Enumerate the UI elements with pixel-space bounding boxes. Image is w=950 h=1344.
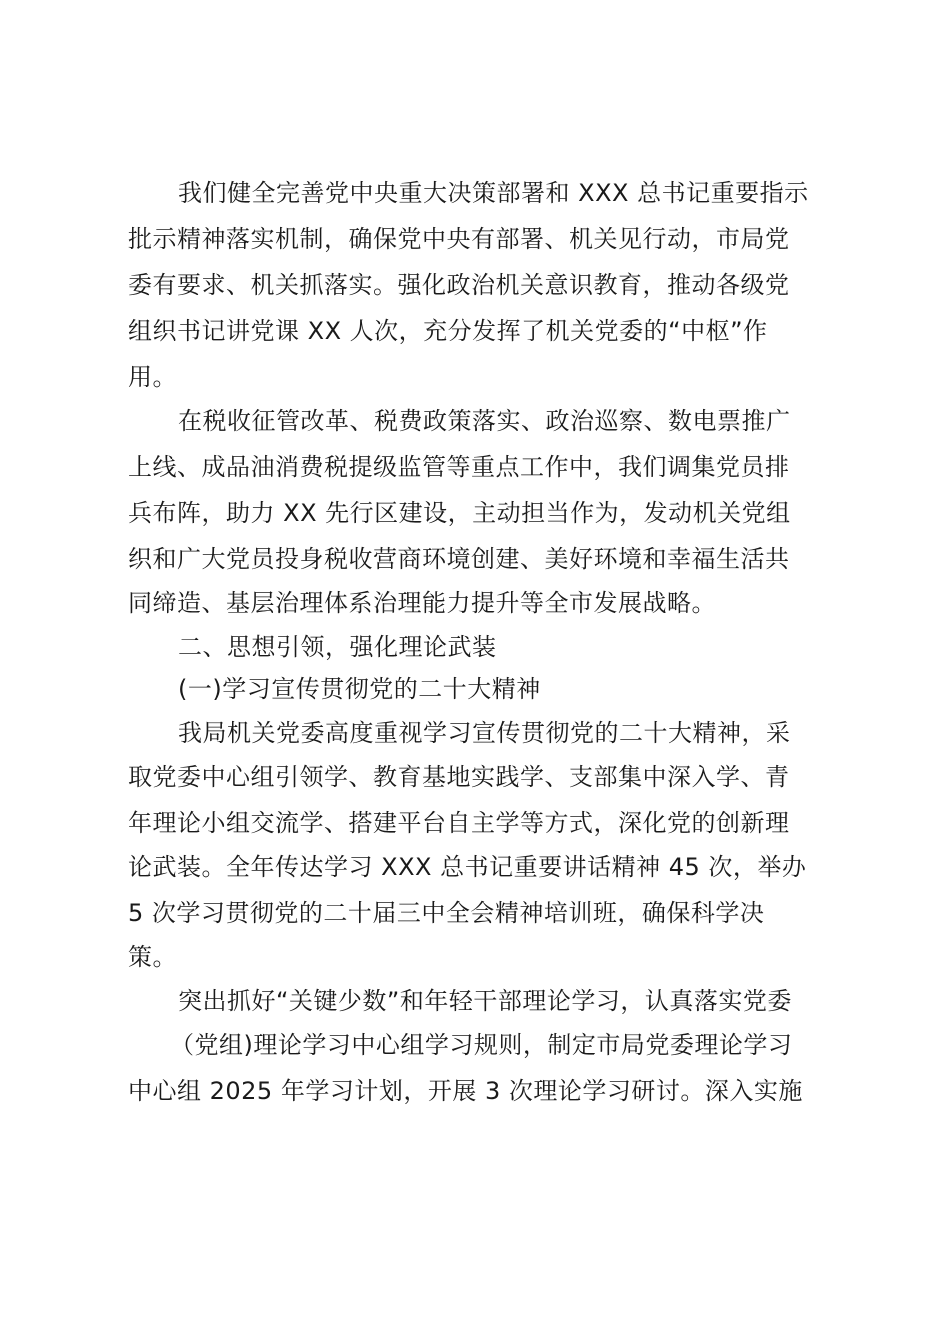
paragraph-3-line-1: 我局机关党委高度重视学习宣传贯彻党的二十大精神，采 [178, 719, 791, 747]
paragraph-4-line-1: 突出抓好“关键少数”和年轻干部理论学习，认真落实党委 [178, 987, 792, 1015]
paragraph-1-line-4: 组织书记讲党课 XX 人次，充分发挥了机关党委的“中枢”作 [128, 317, 768, 345]
paragraph-3-line-3: 年理论小组交流学、搭建平台自主学等方式，深化党的创新理 [128, 809, 790, 837]
subsection-heading: (一)学习宣传贯彻党的二十大精神 [178, 675, 541, 703]
paragraph-2-line-5: 同缔造、基层治理体系治理能力提升等全市发展战略。 [128, 589, 716, 617]
paragraph-3-line-2: 取党委中心组引领学、教育基地实践学、支部集中深入学、青 [128, 763, 790, 791]
section-heading: 二、思想引领，强化理论武装 [178, 633, 497, 661]
paragraph-2-line-1: 在税收征管改革、税费政策落实、政治巡察、数电票推广 [178, 407, 791, 435]
paragraph-3-line-6: 策。 [128, 943, 177, 971]
paragraph-1-line-1: 我们健全完善党中央重大决策部署和 XXX 总书记重要指示 [178, 179, 809, 207]
paragraph-2-line-4: 织和广大党员投身税收营商环境创建、美好环境和幸福生活共 [128, 545, 790, 573]
paragraph-1-line-2: 批示精神落实机制，确保党中央有部署、机关见行动，市局党 [128, 225, 790, 253]
paragraph-3-line-4: 论武装。全年传达学习 XXX 总书记重要讲话精神 45 次，举办 [128, 853, 807, 881]
paragraph-1-line-5: 用。 [128, 363, 177, 391]
paragraph-4-line-3: 中心组 2025 年学习计划，开展 3 次理论学习研讨。深入实施 [128, 1077, 803, 1105]
paragraph-2-line-2: 上线、成品油消费税提级监管等重点工作中，我们调集党员排 [128, 453, 790, 481]
paragraph-1-line-3: 委有要求、机关抓落实。强化政治机关意识教育，推动各级党 [128, 271, 790, 299]
paragraph-2-line-3: 兵布阵，助力 XX 先行区建设，主动担当作为，发动机关党组 [128, 499, 791, 527]
paragraph-4-line-2: （党组)理论学习中心组学习规则，制定市局党委理论学习 [170, 1031, 793, 1059]
paragraph-3-line-5: 5 次学习贯彻党的二十届三中全会精神培训班，确保科学决 [128, 899, 765, 927]
